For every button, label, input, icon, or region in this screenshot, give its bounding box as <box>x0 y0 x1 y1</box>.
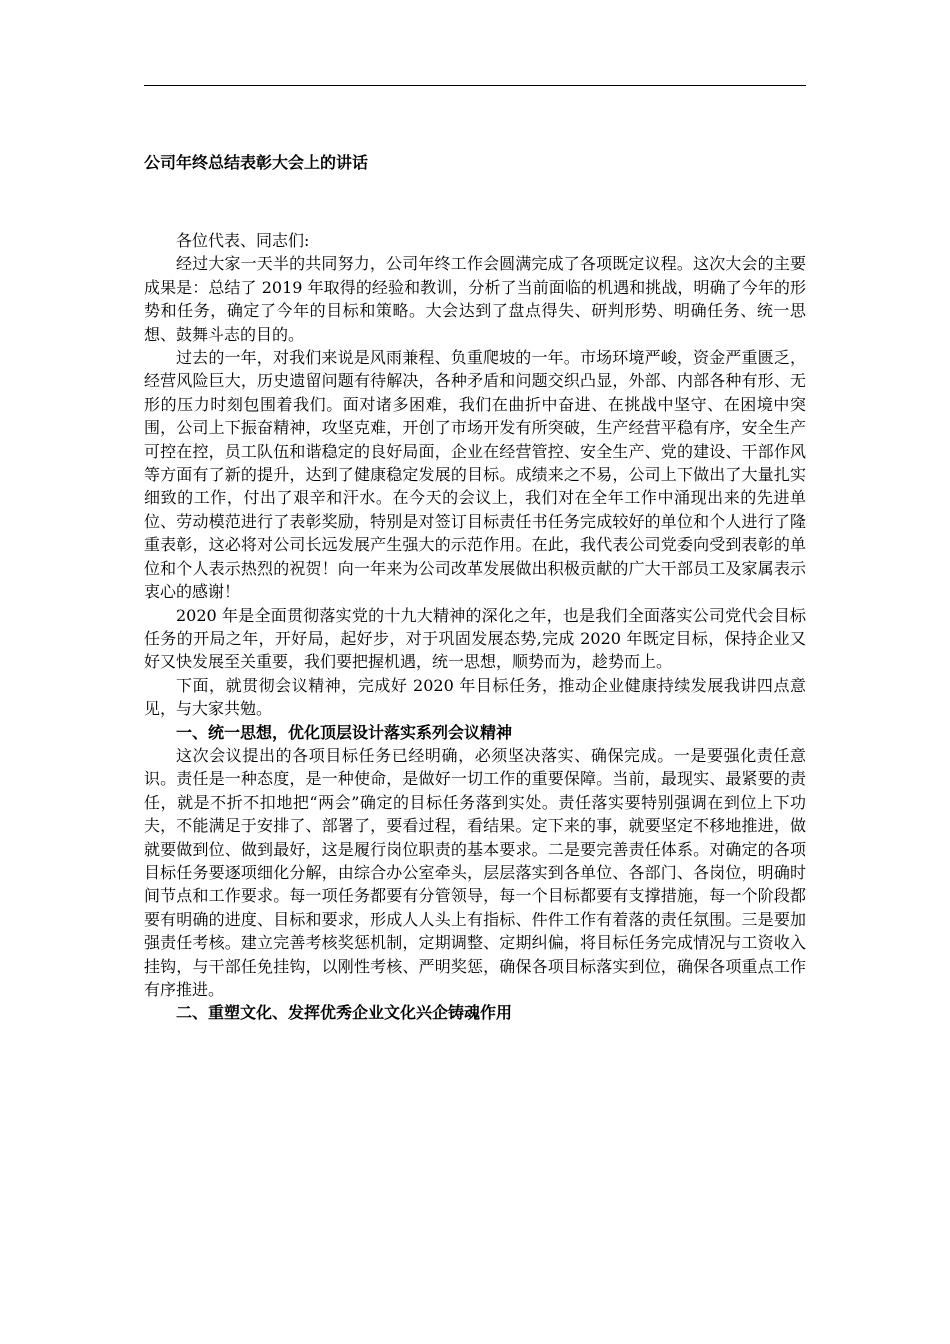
paragraph-past-year: 过去的一年，对我们来说是风雨兼程、负重爬坡的一年。市场环境严峻，资金严重匮乏，经营风险巨大，历史遗留问题有待解决，各种矛盾和问题交织凸显，外部、内部各种有形、无形的压力时刻包围着我们。面对诸多困难，我们在曲折中奋进、在挑战中坚守、在困境中突围，公司上下振奋精神，攻坚克难，开创了市场开发有所突破，生产经营平稳有序，安全生产可控在控，员工队伍和谐稳定的良好局面，企业在经营管控、安全生产、党的建设、干部作风等方面有了新的提升，达到了健康稳定发展的目标。成绩来之不易，公司上下做出了大量扎实细致的工作，付出了艰辛和汗水。在今天的会议上，我们对在全年工作中涌现出来的先进单位、劳动模范进行了表彰奖励，特别是对签订目标责任书任务完成较好的单位和个人进行了隆重表彰，这必将对公司长远发展产生强大的示范作用。在此，我代表公司党委向受到表彰的单位和个人表示热烈的祝贺！向一年来为公司改革发展做出积极贡献的广大干部员工及家属表示衷心的感谢！ <box>144 348 806 602</box>
section-heading-2: 二、重塑文化、发挥优秀企业文化兴企铸魂作用 <box>176 1003 513 1023</box>
section-1-paragraph: 这次会议提出的各项目标任务已经明确，必须坚决落实、确保完成。一是要强化责任意识。责任是一种态度，是一种使命，是做好一切工作的重要保障。当前，最现实、最紧要的责任，就是不折不扣地把“两会”确定的目标任务落到实处。责任落实要特别强调在到位上下功夫，不能满足于安排了、部署了，要看过程，看结果。定下来的事，就要坚定不移地推进，做就要做到位、做到最好，这是履行岗位职责的基本要求。二是要完善责任体系。对确定的各项目标任务要逐项细化分解，由综合办公室牵头，层层落实到各单位、各部门、各岗位，明确时间节点和工作要求。每一项任务都要有分管领导，每一个目标都要有支撑措施，每一个阶段都要有明确的进度、目标和要求，形成人人头上有指标、件件工作有着落的责任氛围。三是要加强责任考核。建立完善考核奖惩机制，定期调整、定期纠偏，将目标任务完成情况与工资收入挂钩，与干部任免挂钩，以刚性考核、严明奖惩，确保各项目标落实到位，确保各项重点工作有序推进。 <box>144 745 806 999</box>
header-rule <box>144 85 806 86</box>
document-body <box>144 229 806 1025</box>
document-title: 公司年终总结表彰大会上的讲话 <box>144 153 369 172</box>
paragraph-opinions: 下面，就贯彻会议精神，完成好 2020 年目标任务，推动企业健康持续发展我讲四点意见，与大家共勉。 <box>144 675 806 719</box>
section-heading-1: 一、统一思想，优化顶层设计落实系列会议精神 <box>176 722 513 742</box>
paragraph-2020: 2020 年是全面贯彻落实党的十九大精神的深化之年，也是我们全面落实公司党代会目标任务的开局之年，开好局，起好步，对于巩固发展态势,完成 2020 年既定目标，保持企业又好又快发展至关重要，我们要把握机遇，统一思想，顺势而为，趁势而上。 <box>144 605 806 672</box>
greeting: 各位代表、同志们: <box>176 231 310 250</box>
paragraph-intro: 经过大家一天半的共同努力，公司年终工作会圆满完成了各项既定议程。这次大会的主要成果是：总结了 2019 年取得的经验和教训，分析了当前面临的机遇和挑战，明确了今年的形势和任务，确定了今年的目标和策略。大会达到了盘点得失、研判形势、明确任务、统一思想、鼓舞斗志的目的。 <box>144 254 806 344</box>
